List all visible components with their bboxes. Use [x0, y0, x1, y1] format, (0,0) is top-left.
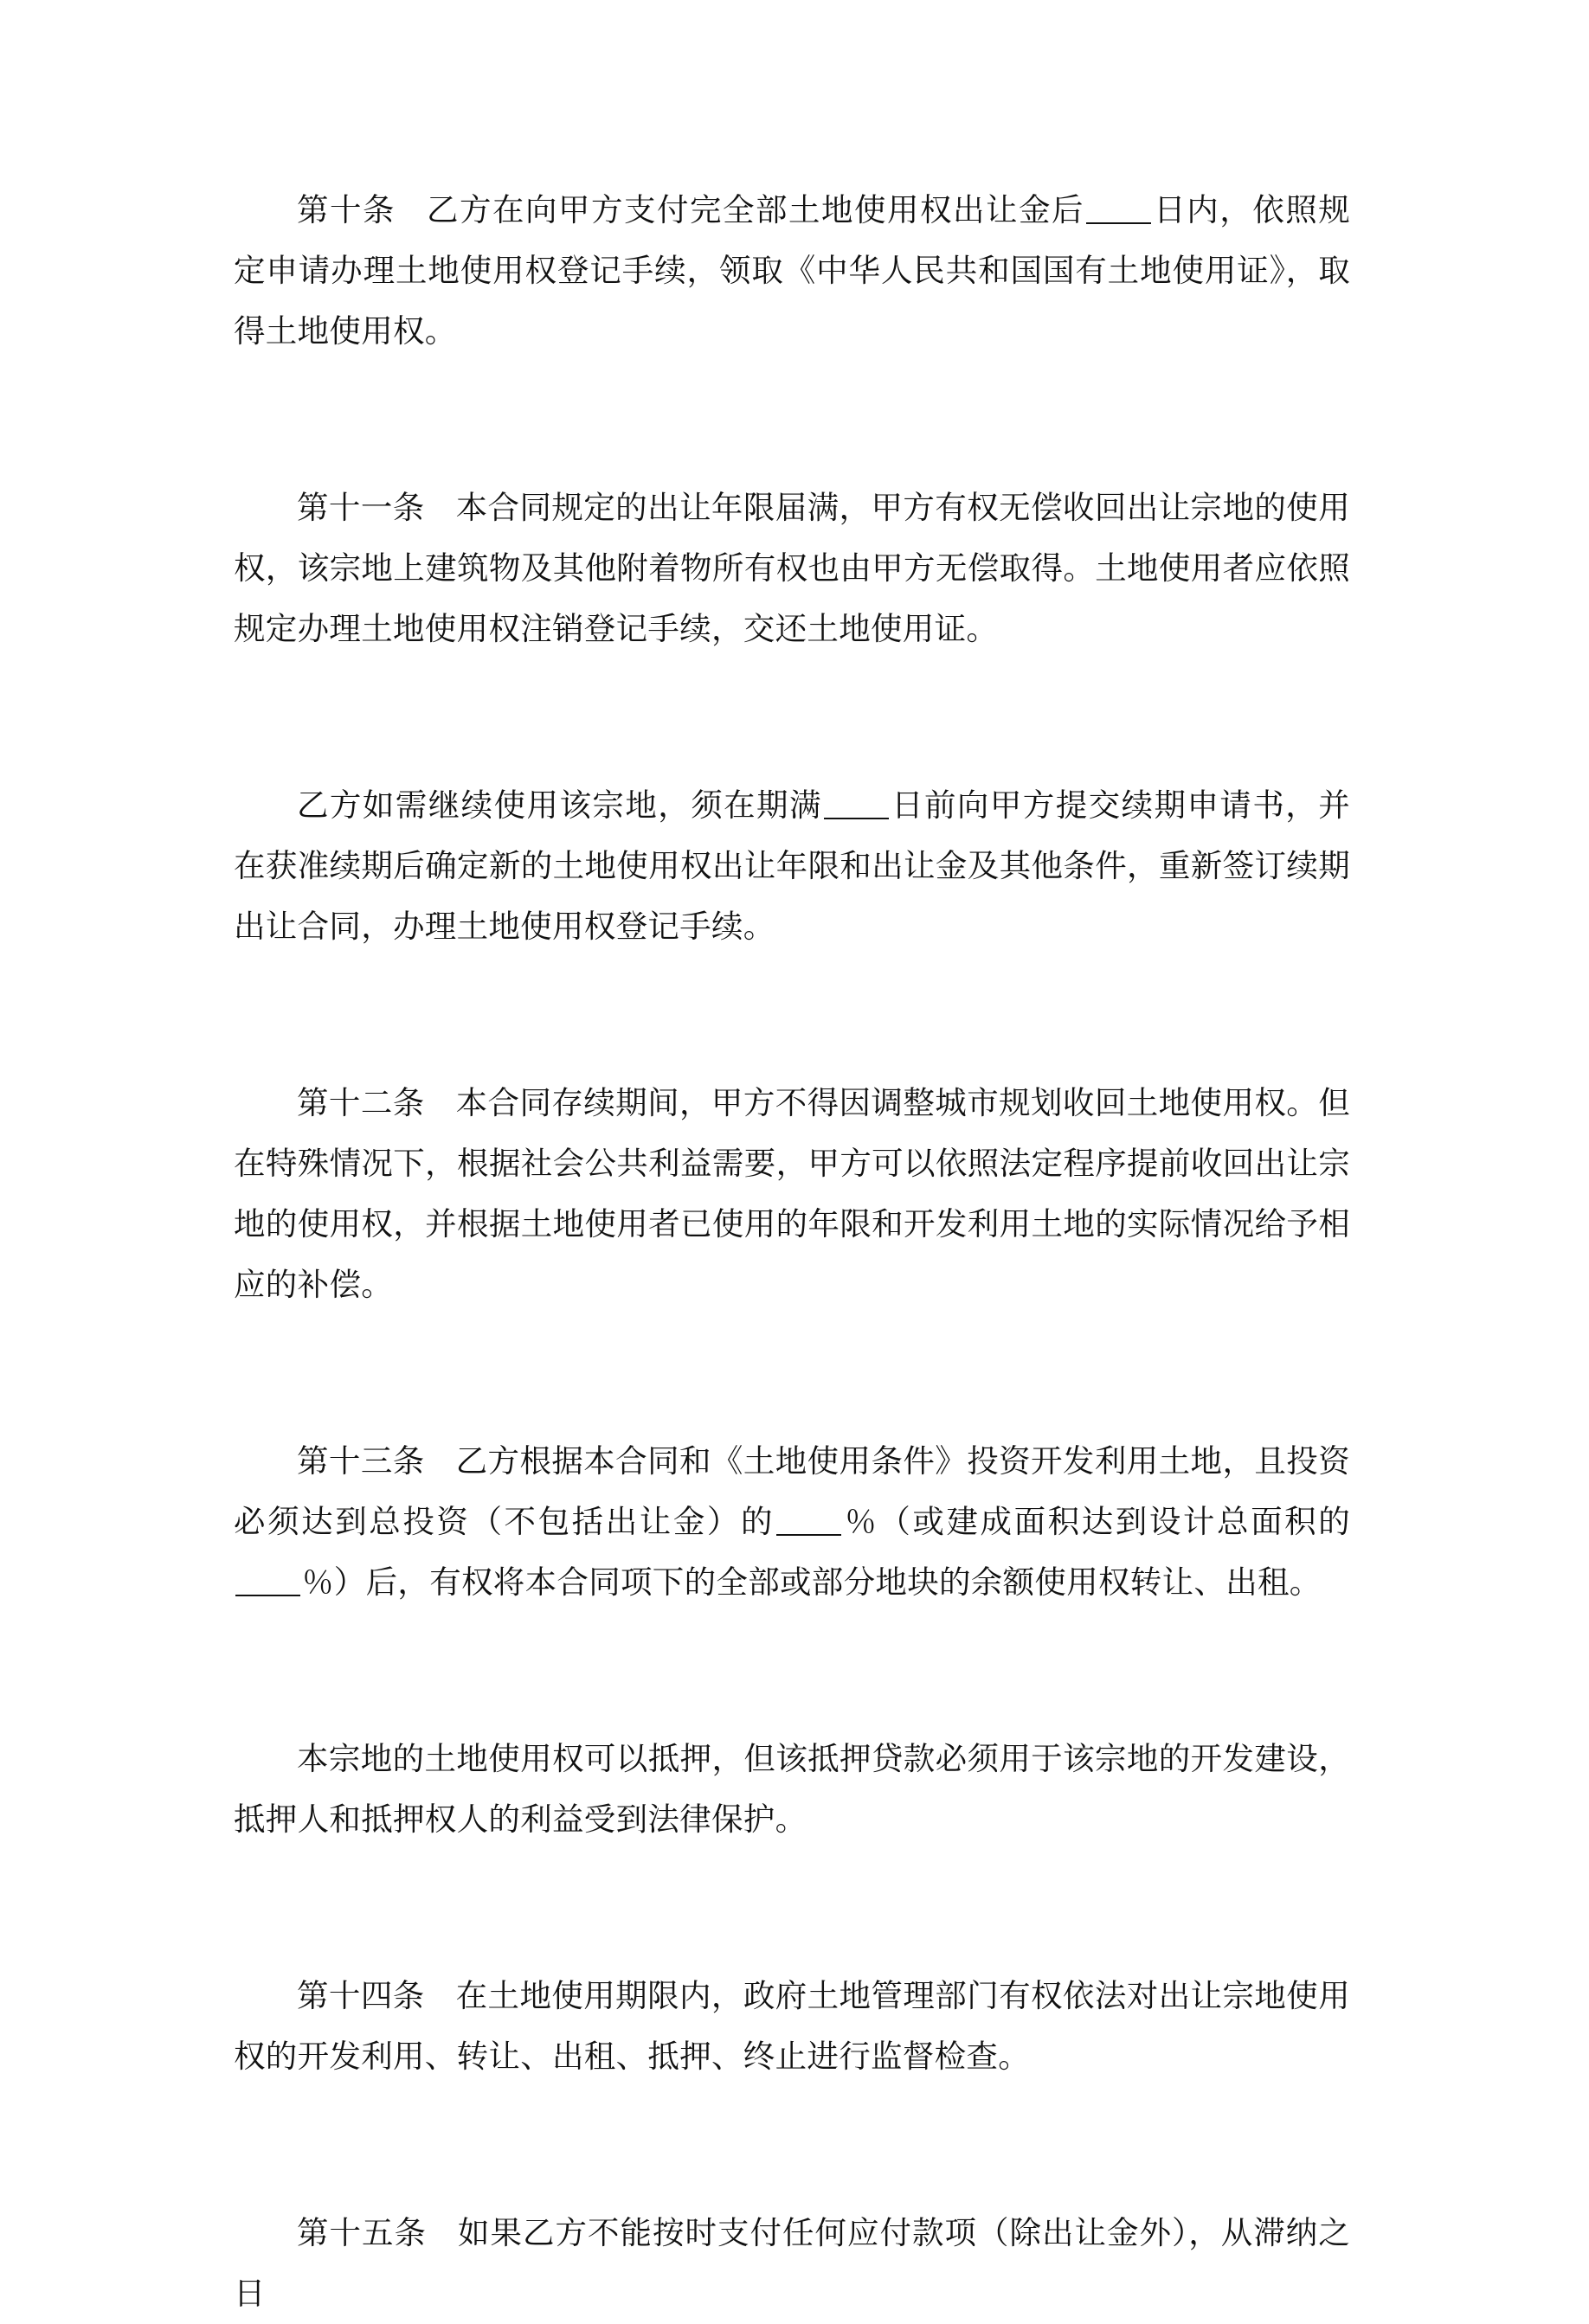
paragraph-text: 乙方在向甲方支付完全部土地使用权出让金后	[427, 191, 1084, 228]
paragraph-text: 本合同规定的出让年限届满，甲方有权无偿收回出让宗地的使用权，该宗地上建筑物及其他附着物所有权也由甲方无偿取得。土地使用者应依照规定办理土地使用权注销登记手续，交还土地使用证。	[234, 489, 1350, 647]
contract-page	[234, 180, 1350, 2324]
article-11-paragraph	[234, 478, 1350, 659]
paragraph-text: 如果乙方不能按时支付任何应付款项（除出让金外），从滞纳之日	[234, 2214, 1350, 2312]
paragraph-text: 乙方根据本合同和《土地使用条件》投资开发利用土地，且投资必须达到总投资（不包括出让金）的	[234, 1442, 1350, 1540]
paragraph-text: 乙方如需继续使用该宗地，须在期满	[297, 786, 822, 824]
paragraph-text: 本合同存续期间，甲方不得因调整城市规划收回土地使用权。但在特殊情况下，根据社会公共利益需要，甲方可以依照法定程序提前收回出让宗地的使用权，并根据土地使用者已使用的年限和开发利用土地的实际情况给予相应的补偿。	[234, 1084, 1350, 1303]
article-number: 第十一条	[297, 489, 425, 526]
article-number: 第十二条	[297, 1084, 425, 1121]
article-13-paragraph	[234, 1431, 1350, 1613]
paragraph-text: 在土地使用期限内，政府土地管理部门有权依法对出让宗地使用权的开发利用、转让、出租、抵押、终止进行监督检查。	[234, 1977, 1350, 2075]
mortgage-paragraph	[234, 1729, 1350, 1850]
article-number: 第十四条	[297, 1977, 425, 2014]
article-15-paragraph	[234, 2203, 1350, 2324]
paragraph-text: 日前向甲方提交续期申请书，并在获准续期后确定新的土地使用权出让年限和出让金及其他条件，重新签订续期出让合同，办理土地使用权登记手续。	[234, 786, 1350, 945]
fill-in-blank	[1086, 191, 1151, 225]
article-number: 第十条	[297, 191, 396, 228]
article-12-paragraph	[234, 1073, 1350, 1315]
paragraph-text: 日内，依照规定申请办理土地使用权登记手续，领取《中华人民共和国国有土地使用证》，取得土地使用权。	[234, 191, 1350, 350]
article-10-paragraph	[234, 180, 1350, 362]
paragraph-text: ％）后，有权将本合同项下的全部或部分地块的余额使用权转让、出租。	[302, 1563, 1322, 1601]
fill-in-blank	[776, 1503, 841, 1537]
paragraph-text: 本宗地的土地使用权可以抵押，但该抵押贷款必须用于该宗地的开发建设，抵押人和抵押权人的利益受到法律保护。	[234, 1740, 1350, 1838]
fill-in-blank	[824, 786, 889, 820]
paragraph-text: ％（或建成面积达到设计总面积的	[843, 1503, 1350, 1540]
article-14-paragraph	[234, 1966, 1350, 2087]
renewal-paragraph	[234, 775, 1350, 957]
article-number: 第十三条	[297, 1442, 425, 1480]
article-number: 第十五条	[297, 2214, 427, 2251]
fill-in-blank	[235, 1563, 300, 1597]
